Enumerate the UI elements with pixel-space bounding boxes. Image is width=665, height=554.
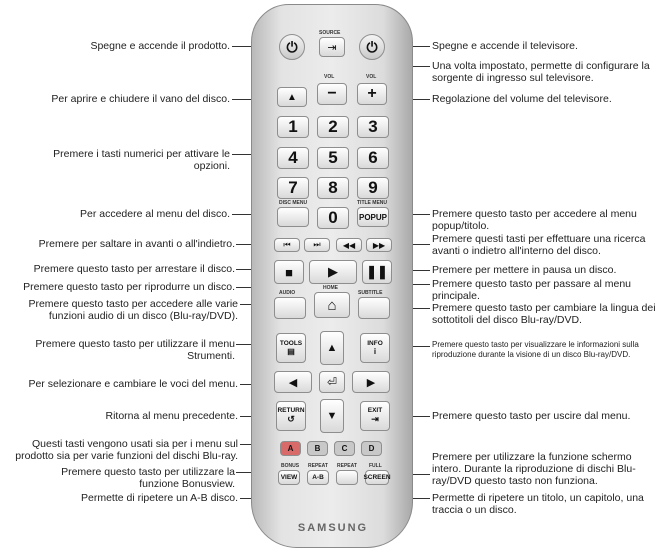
subtitle-button[interactable] (358, 297, 390, 319)
volume-down-button[interactable]: − (317, 83, 347, 105)
label-tools: Premere questo tasto per utilizzare il menu Strumenti. (35, 338, 235, 362)
source-button[interactable] (319, 37, 345, 57)
num-5-button[interactable]: 5 (317, 147, 349, 169)
label-return: Ritorna al menu precedente. (105, 410, 238, 422)
skip-forward-button[interactable] (304, 238, 330, 252)
disc-menu-label: DISC MENU (279, 200, 308, 206)
home-icon: ⌂ (327, 296, 337, 314)
stop-button[interactable] (274, 260, 304, 284)
power-icon: ⏻ (286, 38, 298, 55)
label-subtitle: Premere questo tasto per cambiare la lingua dei sottotitoli del disco Blu-ray/DVD. (432, 302, 656, 326)
pause-button[interactable] (362, 260, 392, 284)
label-info: Premere questo tasto per visualizzare le informazioni sulla riproduzione durante la visione di un disco Blu-ray/DVD. (432, 340, 639, 359)
color-c-button[interactable]: C (334, 441, 355, 456)
return-button[interactable] (276, 401, 306, 431)
label-power-product: Spegne e accende il prodotto. (90, 40, 230, 52)
label-color-keys: Questi tasti vengono usati sia per i menu sul prodotto sia per varie funzioni del dischi Blu-ray. (15, 438, 238, 462)
label-select: Per selezionare e cambiare le voci del menu. (28, 378, 238, 390)
left-arrow-icon: ◀ (288, 376, 298, 389)
subtitle-label: SUBTITLE (358, 290, 383, 296)
view-button[interactable]: VIEW (278, 470, 300, 485)
home-button[interactable] (314, 292, 350, 318)
label-home: Premere questo tasto per passare al menu principale. (432, 278, 632, 302)
up-arrow-icon: ▲ (326, 342, 338, 354)
repeat-ab-label: REPEAT (308, 463, 328, 469)
vol-label-left: VOL (324, 74, 335, 80)
audio-label: AUDIO (279, 290, 296, 296)
tools-icon: ▤ (287, 347, 295, 356)
num-6-button[interactable]: 6 (357, 147, 389, 169)
source-icon: ⇥ (327, 41, 337, 54)
num-3-button[interactable]: 3 (357, 116, 389, 138)
rewind-button[interactable] (336, 238, 362, 252)
label-popup: Premere questo tasto per accedere al menu popup/titolo. (432, 208, 637, 232)
power-product-button[interactable] (279, 34, 305, 60)
brand-logo: SAMSUNG (297, 522, 369, 534)
num-2-button[interactable]: 2 (317, 116, 349, 138)
right-arrow-button[interactable] (352, 371, 390, 393)
label-skip: Premere per saltare in avanti o all'indietro. (38, 238, 235, 250)
label-play: Premere questo tasto per riprodurre un disco. (23, 281, 235, 293)
label-search: Premere questi tasti per effettuare una ricerca avanti o indietro all'interno del disco. (432, 233, 646, 257)
num-7-button[interactable]: 7 (277, 177, 309, 199)
label-power-tv: Spegne e accende il televisore. (432, 40, 578, 52)
label-exit: Premere questo tasto per uscire dal menu. (432, 410, 631, 422)
exit-icon: ⇥ (371, 414, 379, 424)
vol-label-right: VOL (366, 74, 377, 80)
label-repeat: Permette di ripetere un titolo, un capitolo, una traccia o un disco. (432, 492, 644, 516)
info-button[interactable] (360, 333, 390, 363)
color-a-button[interactable]: A (280, 441, 301, 456)
label-bonusview: Premere questo tasto per utilizzare la funzione Bonusview. (61, 466, 235, 490)
down-arrow-button[interactable] (320, 399, 344, 433)
exit-button[interactable] (360, 401, 390, 431)
pause-icon: ❚❚ (366, 264, 388, 279)
label-repeat-ab: Permette di ripetere un A-B disco. (81, 492, 238, 504)
fast-forward-icon: ▶▶ (372, 240, 386, 250)
label-eject: Per aprire e chiudere il vano del disco. (51, 93, 230, 105)
label-disc-menu: Per accedere al menu del disco. (80, 208, 230, 220)
full-screen-button[interactable]: SCREEN (365, 470, 389, 485)
eject-button[interactable] (277, 87, 307, 107)
stop-icon: ■ (285, 264, 293, 280)
title-menu-label: TITLE MENU (357, 200, 387, 206)
left-arrow-button[interactable] (274, 371, 312, 393)
repeat-ab-button[interactable]: A-B (307, 470, 329, 485)
num-0-button[interactable]: 0 (317, 207, 349, 229)
full-label: FULL (369, 463, 382, 469)
return-label: RETURN (277, 407, 305, 414)
label-volume: Regolazione del volume del televisore. (432, 93, 612, 105)
remote-control (251, 4, 413, 548)
label-audio: Premere questo tasto per accedere alle varie funzioni audio di un disco (Blu-ray/DVD). (28, 298, 238, 322)
label-numbers: Premere i tasti numerici per attivare le opzioni. (53, 148, 230, 172)
info-label: INFO (367, 340, 383, 347)
play-icon: ▶ (328, 264, 338, 279)
volume-up-button[interactable]: + (357, 83, 387, 105)
label-stop: Premere questo tasto per arrestare il disco. (33, 263, 235, 275)
bonusview-label: BONUS (281, 463, 300, 469)
info-icon: i (373, 347, 377, 356)
repeat-button[interactable] (336, 470, 358, 485)
num-4-button[interactable]: 4 (277, 147, 309, 169)
label-source: Una volta impostato, permette di configurare la sorgente di ingresso sul televisore. (432, 60, 650, 84)
color-d-button[interactable]: D (361, 441, 382, 456)
fast-forward-button[interactable] (366, 238, 392, 252)
num-8-button[interactable]: 8 (317, 177, 349, 199)
repeat-label: REPEAT (337, 463, 357, 469)
skip-back-icon: ⏮ (283, 240, 291, 249)
popup-button[interactable]: POPUP (357, 207, 389, 227)
tools-label: TOOLS (279, 340, 303, 347)
power-icon: ⏻ (366, 38, 378, 55)
enter-icon: ⏎ (326, 375, 338, 389)
power-tv-button[interactable] (359, 34, 385, 60)
right-arrow-icon: ▶ (366, 376, 376, 389)
return-icon: ↺ (287, 414, 295, 424)
down-arrow-icon: ▼ (326, 410, 338, 422)
disc-menu-button[interactable] (277, 207, 309, 227)
skip-back-button[interactable] (274, 238, 300, 252)
rewind-icon: ◀◀ (342, 240, 356, 250)
num-1-button[interactable]: 1 (277, 116, 309, 138)
eject-icon: ▲ (287, 91, 297, 103)
label-full-screen: Premere per utilizzare la funzione schermo intero. Durante la riproduzione di dischi Blu-ray/DVD questo tasto non funziona. (432, 451, 636, 487)
tools-button[interactable] (276, 333, 306, 363)
up-arrow-button[interactable] (320, 331, 344, 365)
source-label: SOURCE (319, 30, 341, 36)
label-pause: Premere per mettere in pausa un disco. (432, 264, 617, 276)
exit-label: EXIT (367, 407, 383, 414)
color-b-button[interactable]: B (307, 441, 328, 456)
home-label: HOME (323, 285, 338, 291)
play-button[interactable] (309, 260, 357, 284)
enter-button[interactable] (319, 371, 345, 393)
skip-forward-icon: ⏭ (313, 240, 321, 249)
num-9-button[interactable]: 9 (357, 177, 389, 199)
audio-button[interactable] (274, 297, 306, 319)
